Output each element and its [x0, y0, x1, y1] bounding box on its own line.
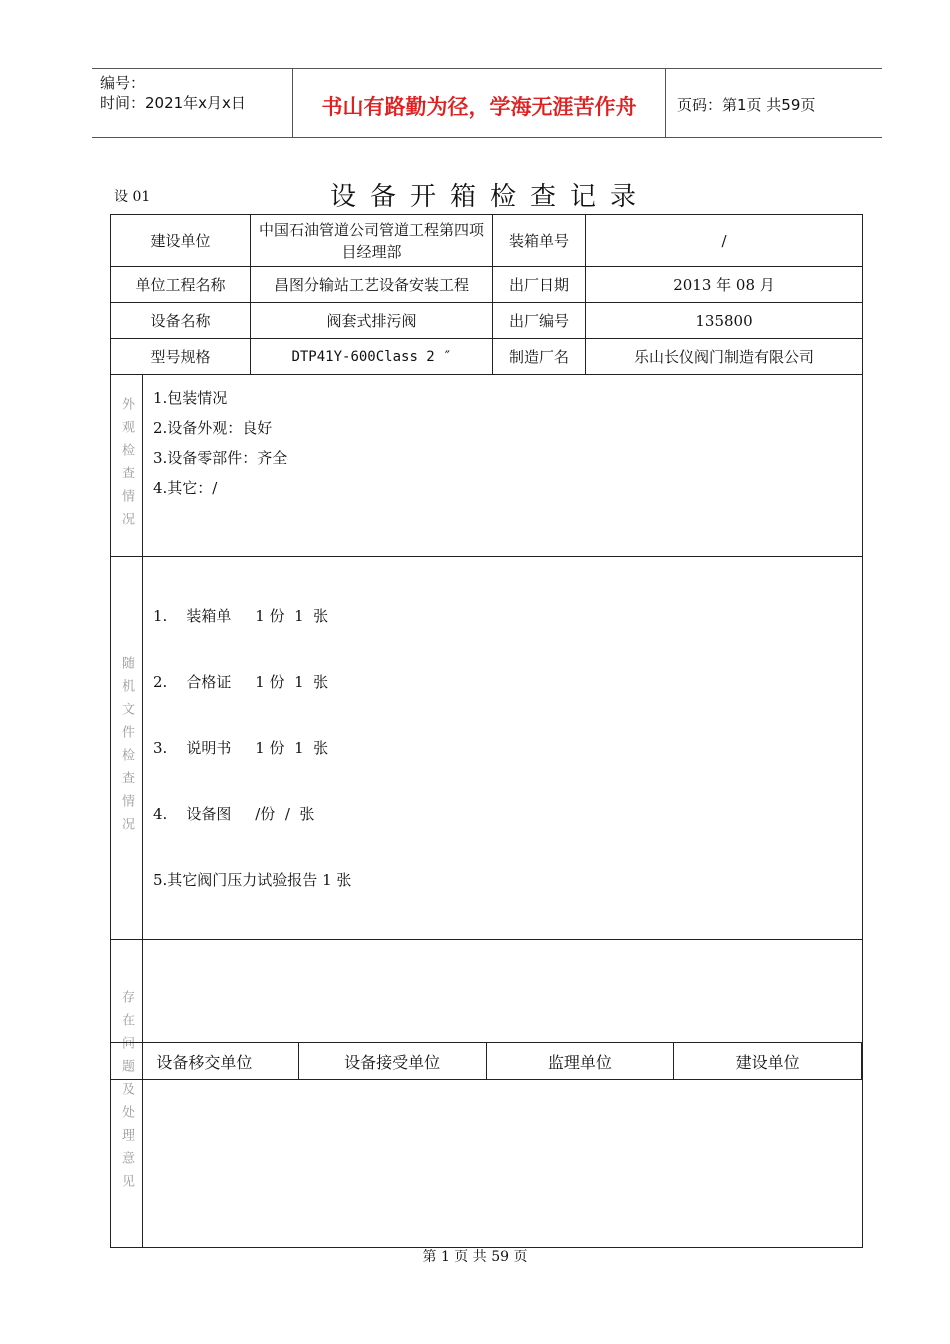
form-code: 设 01: [114, 189, 151, 205]
header-page-info: 页码：第1页 共59页: [677, 96, 816, 114]
page-footer: 第 1 页 共 59 页: [422, 1249, 528, 1265]
value-cell: DTP41Y-600Class 2 ″: [251, 339, 493, 375]
documents-side-text: 随机文件检查情况: [119, 656, 134, 840]
list-item: 3.设备零部件：齐全: [153, 449, 288, 467]
list-item: 5.其它阀门压力试验报告 1 张: [153, 871, 352, 889]
section-side-label: [111, 375, 143, 557]
document-title: 设备开箱检查记录: [329, 182, 650, 212]
header-motto: 书山有路勤为径，学海无涯苦作舟: [321, 95, 637, 119]
value-cell: 昌图分输站工艺设备安装工程: [251, 267, 493, 303]
list-item: 3. 说明书 1 份 1 张: [153, 739, 329, 757]
table-row: [111, 339, 863, 375]
list-item: 4. 设备图 /份 / 张: [153, 805, 315, 823]
signature-cell: 设备接受单位: [298, 1043, 486, 1080]
label-cell: 装箱单号: [493, 215, 586, 267]
value-cell: 阀套式排污阀: [251, 303, 493, 339]
appearance-content: [143, 375, 863, 557]
appearance-side-text: 外观检查情况: [119, 396, 134, 535]
label-cell: 型号规格: [111, 339, 251, 375]
inspection-table: [110, 214, 863, 1248]
page-header: [92, 68, 882, 138]
signature-cell: 监理单位: [486, 1043, 674, 1080]
label-cell: 建设单位: [111, 215, 251, 267]
issues-side-text: 存在问题及处理意见: [119, 990, 134, 1197]
table-row: [111, 215, 863, 267]
list-item: 2.设备外观：良好: [153, 419, 273, 437]
value-cell: 2013 年 08 月: [586, 267, 863, 303]
appearance-section: [111, 375, 863, 557]
list-item: 1.包装情况: [153, 389, 228, 407]
issues-section: [111, 940, 863, 1248]
table-row: [111, 1043, 862, 1080]
value-cell: 乐山长仪阀门制造有限公司: [586, 339, 863, 375]
label-cell: 出厂编号: [493, 303, 586, 339]
section-side-label: [111, 940, 143, 1248]
label-cell: 设备名称: [111, 303, 251, 339]
signature-cell: 设备移交单位: [111, 1043, 299, 1080]
number-label: 编号：: [100, 74, 146, 92]
list-item: 1. 装箱单 1 份 1 张: [153, 607, 329, 625]
label-cell: 单位工程名称: [111, 267, 251, 303]
label-cell: 出厂日期: [493, 267, 586, 303]
documents-content: [143, 557, 863, 940]
signature-table: [110, 1042, 862, 1080]
time-label: 时间：2021年x月x日: [100, 94, 246, 112]
value-cell: /: [586, 215, 863, 267]
value-cell: 中国石油管道公司管道工程第四项目经理部: [251, 215, 493, 267]
table-row: [111, 267, 863, 303]
documents-section: [111, 557, 863, 940]
section-side-label: [111, 557, 143, 940]
value-cell: 135800: [586, 303, 863, 339]
header-left: [100, 73, 246, 113]
signature-cell: 建设单位: [674, 1043, 862, 1080]
header-divider: [665, 69, 666, 137]
list-item: 4.其它：/: [153, 479, 218, 497]
issues-content: [143, 940, 863, 1248]
label-cell: 制造厂名: [493, 339, 586, 375]
table-row: [111, 303, 863, 339]
list-item: 2. 合格证 1 份 1 张: [153, 673, 329, 691]
